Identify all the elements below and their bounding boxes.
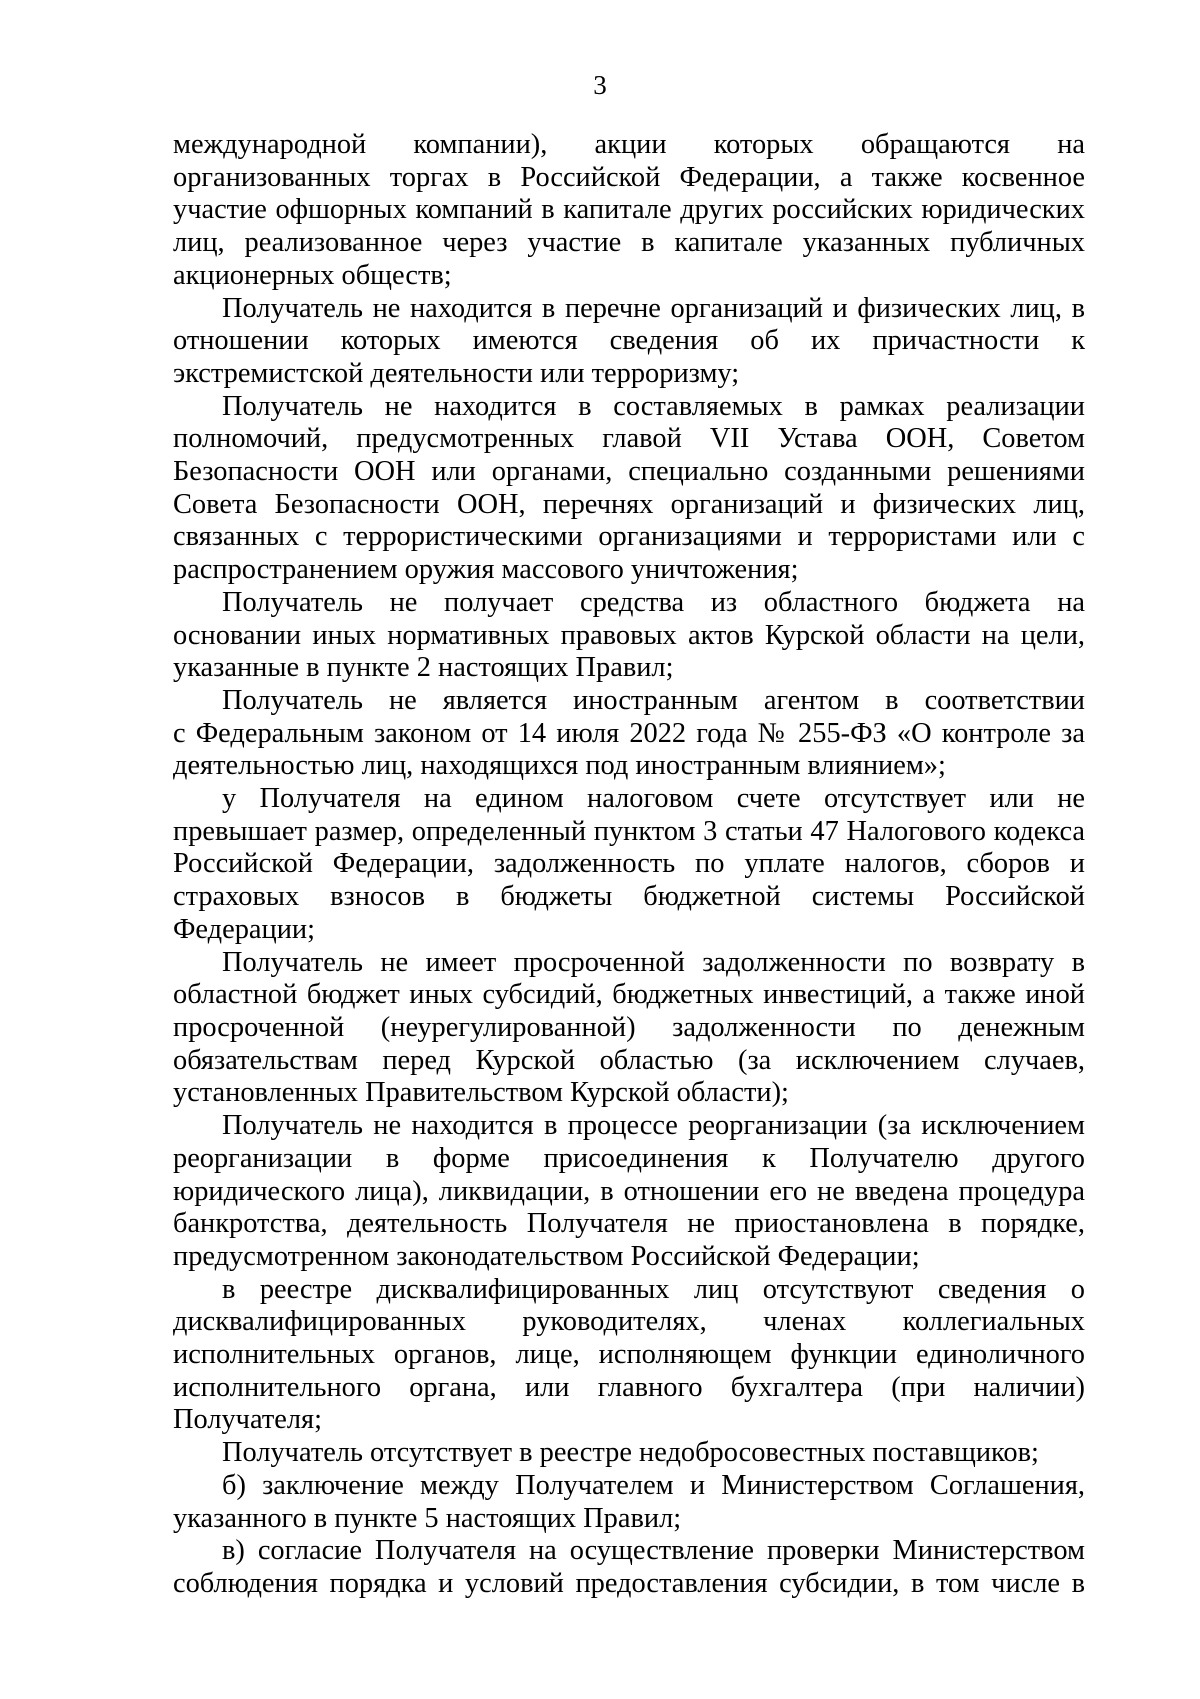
paragraph xyxy=(173,391,1085,587)
text-line: Получателя; xyxy=(173,1404,322,1436)
paragraph xyxy=(173,1274,1085,1438)
text-line: Совета Безопасности ООН, перечнях организаций и физических лиц, xyxy=(173,488,1085,520)
paragraph xyxy=(173,1535,1085,1600)
text-line: указанные в пункте 2 настоящих Правил; xyxy=(173,652,674,684)
text-line: реорганизации в форме присоединения к Получателю другого xyxy=(173,1142,1085,1174)
text-line: обязательствам перед Курской областью (за исключением случаев, xyxy=(173,1044,1085,1076)
text-line: Получатель не имеет просроченной задолженности по возврату в xyxy=(222,946,1085,978)
text-line: Получатель не находится в перечне организаций и физических лиц, в xyxy=(222,292,1085,324)
text-line: лиц, реализованное через участие в капитале указанных публичных xyxy=(173,227,1085,259)
text-line: Безопасности ООН или органами, специально созданными решениями xyxy=(173,456,1085,488)
text-line: б) заключение между Получателем и Министерством Соглашения, xyxy=(222,1469,1085,1501)
text-line: исполнительного органа, или главного бухгалтера (при наличии) xyxy=(173,1371,1085,1403)
text-line: у Получателя на едином налоговом счете отсутствует или не xyxy=(222,783,1085,815)
paragraph xyxy=(173,129,1085,293)
text-line: Получатель не находится в составляемых в рамках реализации xyxy=(222,390,1085,422)
text-line: акционерных обществ; xyxy=(173,259,452,291)
text-line: в реестре дисквалифицированных лиц отсутствуют сведения о xyxy=(222,1273,1085,1305)
text-line: деятельностью лиц, находящихся под иностранным влиянием»; xyxy=(173,750,946,782)
text-line: в) согласие Получателя на осуществление проверки Министерством xyxy=(222,1535,1085,1567)
text-line: юридического лица), ликвидации, в отношении его не введена процедура xyxy=(173,1175,1085,1207)
text-line: страховых взносов в бюджеты бюджетной системы Российской xyxy=(173,881,1085,913)
text-line: соблюдения порядка и условий предоставления субсидии, в том числе в xyxy=(173,1567,1085,1599)
text-line: с Федеральным законом от 14 июля 2022 года № 255-ФЗ «О контроле за xyxy=(173,717,1085,749)
text-line: участие офшорных компаний в капитале других российских юридических xyxy=(173,194,1085,226)
text-line: предусмотренном законодательством Российской Федерации; xyxy=(173,1240,920,1272)
text-line: международной компании), акции которых обращаются на xyxy=(173,129,1085,160)
text-line: основании иных нормативных правовых актов Курской области на цели, xyxy=(173,619,1085,651)
paragraph xyxy=(173,293,1085,391)
text-line: распространением оружия массового уничтожения; xyxy=(173,554,799,586)
text-line: Получатель не получает средства из областного бюджета на xyxy=(222,586,1085,618)
text-line: Получатель отсутствует в реестре недобросовестных поставщиков; xyxy=(222,1437,1039,1469)
text-line: отношении которых имеются сведения об их причастности к xyxy=(173,325,1085,357)
paragraph xyxy=(173,947,1085,1111)
text-line: исполнительных органов, лице, исполняющем функции единоличного xyxy=(173,1339,1085,1371)
text-line: Получатель не находится в процессе реорганизации (за исключением xyxy=(222,1110,1085,1142)
paragraph xyxy=(173,685,1085,783)
text-line: указанного в пункте 5 настоящих Правил; xyxy=(173,1502,682,1534)
text-line: просроченной (неурегулированной) задолженности по денежным xyxy=(173,1011,1085,1043)
text-line: связанных с террористическими организациями и террористами или с xyxy=(173,521,1085,553)
paragraph xyxy=(173,1470,1085,1535)
text-line: экстремистской деятельности или терроризму; xyxy=(173,357,740,389)
text-line: Федерации; xyxy=(173,913,315,945)
paragraph xyxy=(173,1110,1085,1274)
text-line: областной бюджет иных субсидий, бюджетных инвестиций, а также иной xyxy=(173,979,1085,1011)
text-line: банкротства, деятельность Получателя не приостановлена в порядке, xyxy=(173,1208,1085,1240)
document-body xyxy=(173,129,1085,1601)
paragraph xyxy=(173,1437,1085,1470)
page-number: 3 xyxy=(593,70,607,100)
text-line: установленных Правительством Курской области); xyxy=(173,1077,789,1109)
text-line: превышает размер, определенный пунктом 3 статьи 47 Налогового кодекса xyxy=(173,815,1085,847)
text-line: полномочий, предусмотренных главой VII Устава ООН, Советом xyxy=(173,423,1085,455)
text-line: организованных торгах в Российской Федерации, а также косвенное xyxy=(173,161,1085,193)
paragraph xyxy=(173,783,1085,947)
text-line: дисквалифицированных руководителях, членах коллегиальных xyxy=(173,1306,1085,1338)
paragraph xyxy=(173,587,1085,685)
text-line: Получатель не является иностранным агентом в соответствии xyxy=(222,684,1085,716)
text-line: Российской Федерации, задолженность по уплате налогов, сборов и xyxy=(173,848,1085,880)
